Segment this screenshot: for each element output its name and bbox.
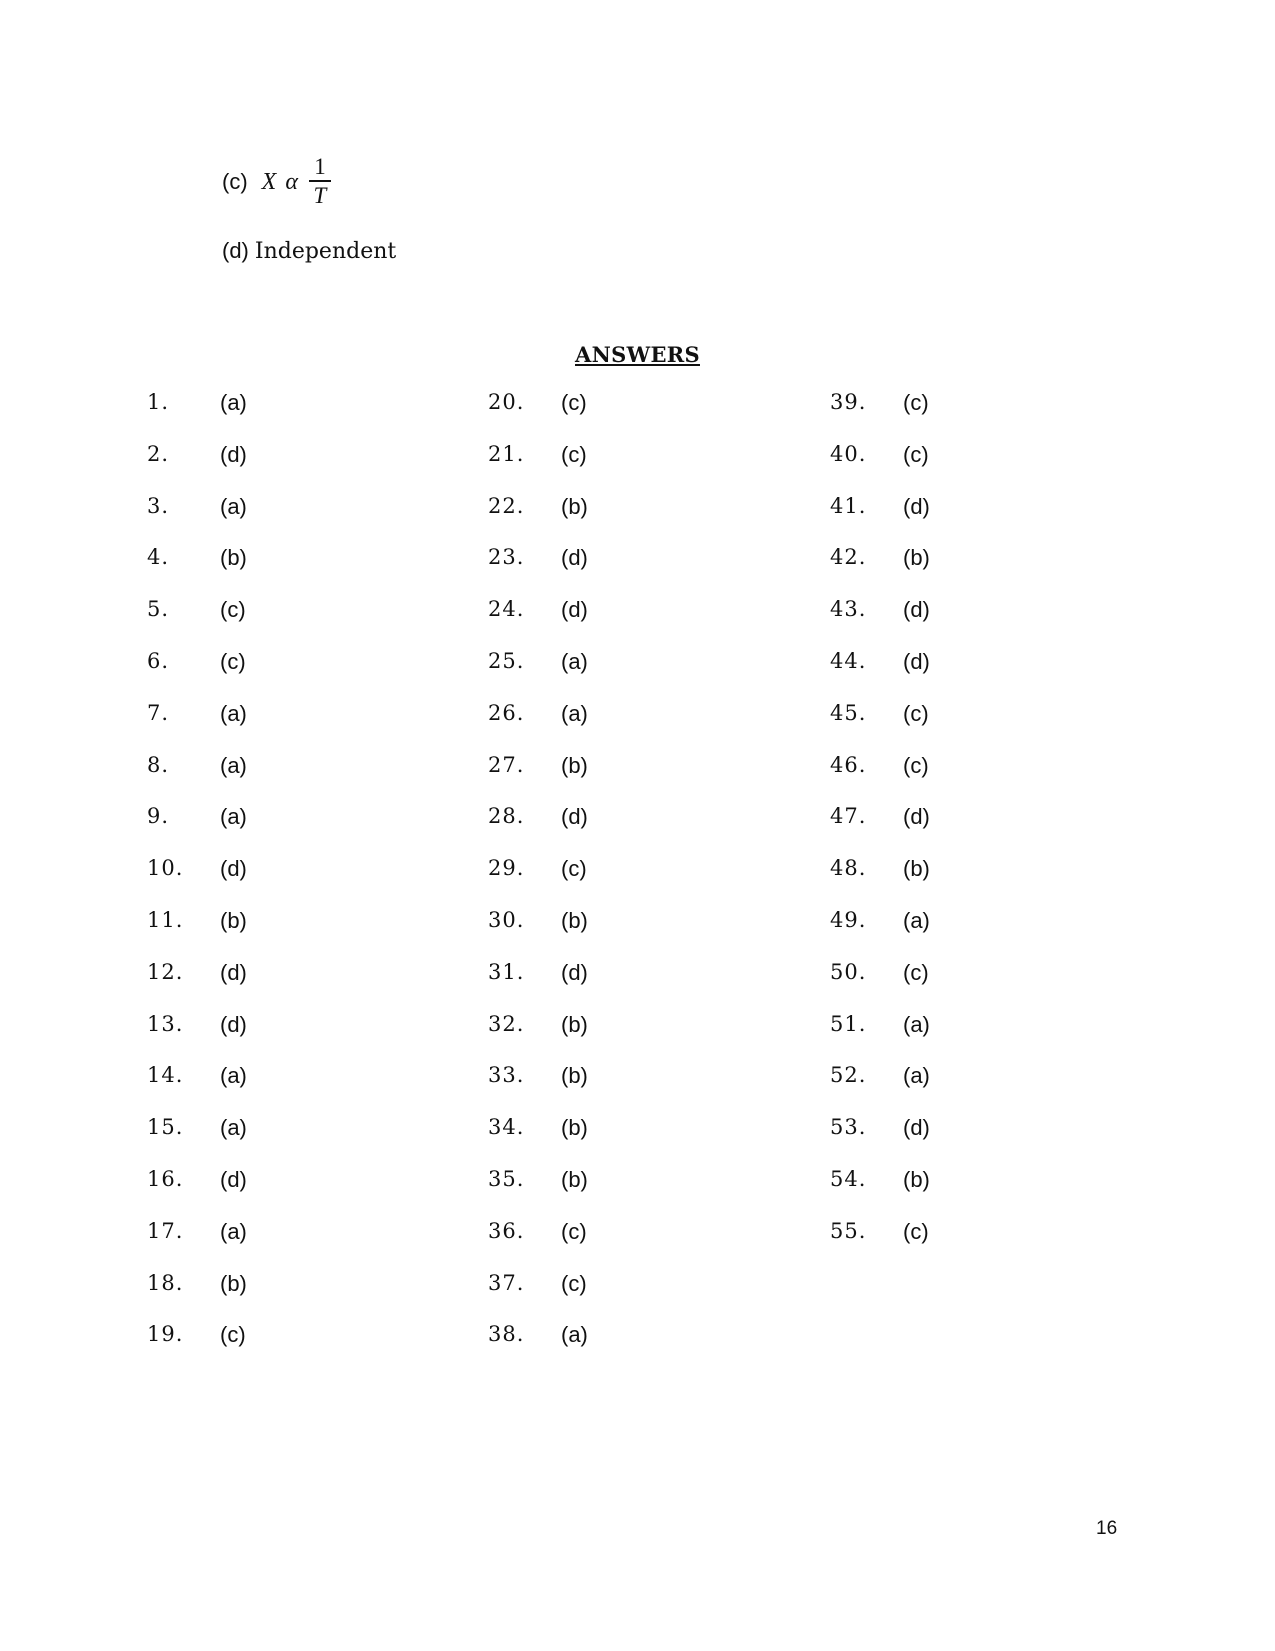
answer-row bbox=[830, 908, 1090, 960]
question-number: 5. bbox=[147, 597, 170, 622]
answer-row bbox=[488, 545, 748, 597]
question-number: 1. bbox=[147, 390, 170, 414]
answer-option: (c) bbox=[903, 752, 929, 778]
answer-row bbox=[488, 390, 748, 442]
answer-option: (d) bbox=[220, 1166, 247, 1192]
answer-option: (c) bbox=[220, 597, 246, 623]
answer-row bbox=[488, 960, 748, 1012]
option-c bbox=[222, 150, 331, 214]
answer-row bbox=[830, 390, 1090, 442]
question-number: 16. bbox=[147, 1166, 184, 1191]
answer-row bbox=[147, 1167, 407, 1219]
answer-row bbox=[488, 804, 748, 856]
question-number: 54. bbox=[830, 1166, 867, 1191]
question-number: 3. bbox=[147, 493, 170, 518]
answer-row bbox=[147, 545, 407, 597]
answer-row bbox=[830, 1115, 1090, 1167]
answer-option: (c) bbox=[561, 856, 587, 882]
question-number: 18. bbox=[147, 1270, 184, 1295]
answer-row bbox=[147, 960, 407, 1012]
question-number: 51. bbox=[830, 1011, 867, 1036]
answer-option: (b) bbox=[903, 545, 930, 571]
answer-row bbox=[147, 1115, 407, 1167]
question-number: 9. bbox=[147, 804, 170, 829]
answer-option: (b) bbox=[561, 493, 588, 519]
answer-option: (a) bbox=[903, 1063, 930, 1089]
answer-option: (a) bbox=[220, 493, 247, 519]
fraction-denominator: T bbox=[313, 182, 327, 208]
answer-row bbox=[830, 494, 1090, 546]
question-number: 19. bbox=[147, 1322, 184, 1347]
question-number: 50. bbox=[830, 959, 867, 984]
question-number: 42. bbox=[830, 545, 867, 570]
question-number: 49. bbox=[830, 907, 867, 932]
answer-row bbox=[147, 753, 407, 805]
answer-option: (d) bbox=[561, 959, 588, 985]
answer-option: (d) bbox=[220, 441, 247, 467]
page-number: 16 bbox=[1096, 1518, 1118, 1539]
answer-option: (b) bbox=[220, 545, 247, 571]
question-number: 48. bbox=[830, 856, 867, 881]
question-number: 41. bbox=[830, 493, 867, 518]
answer-option: (d) bbox=[220, 1011, 247, 1037]
question-number: 38. bbox=[488, 1322, 525, 1347]
answer-option: (c) bbox=[561, 1218, 587, 1244]
answer-option: (a) bbox=[220, 752, 247, 778]
answer-option: (b) bbox=[220, 907, 247, 933]
answer-row bbox=[488, 494, 748, 546]
answer-row bbox=[830, 701, 1090, 753]
question-number: 35. bbox=[488, 1166, 525, 1191]
answer-row bbox=[147, 1063, 407, 1115]
question-number: 17. bbox=[147, 1218, 184, 1243]
answer-option: (a) bbox=[220, 700, 247, 726]
answer-option: (d) bbox=[903, 493, 930, 519]
answer-row bbox=[488, 1012, 748, 1064]
answer-row bbox=[147, 856, 407, 908]
question-number: 43. bbox=[830, 597, 867, 622]
answer-row bbox=[488, 701, 748, 753]
answer-option: (b) bbox=[561, 1011, 588, 1037]
question-number: 4. bbox=[147, 545, 170, 570]
answer-row bbox=[488, 1322, 748, 1374]
answer-row bbox=[147, 701, 407, 753]
question-number: 34. bbox=[488, 1115, 525, 1140]
question-number: 45. bbox=[830, 700, 867, 725]
answer-option: (b) bbox=[903, 1166, 930, 1192]
answer-row bbox=[147, 1271, 407, 1323]
question-number: 24. bbox=[488, 597, 525, 622]
answer-row bbox=[147, 804, 407, 856]
question-number: 21. bbox=[488, 441, 525, 466]
question-number: 7. bbox=[147, 700, 170, 725]
answer-row bbox=[830, 960, 1090, 1012]
answer-row bbox=[488, 597, 748, 649]
answer-option: (a) bbox=[220, 1218, 247, 1244]
answer-option: (b) bbox=[561, 907, 588, 933]
question-number: 15. bbox=[147, 1115, 184, 1140]
question-number: 40. bbox=[830, 441, 867, 466]
answers-heading: ANSWERS bbox=[575, 342, 700, 367]
question-number: 26. bbox=[488, 700, 525, 725]
answer-option: (b) bbox=[561, 752, 588, 778]
proportionality-formula bbox=[262, 154, 331, 210]
question-number: 2. bbox=[147, 441, 170, 466]
answer-row bbox=[147, 390, 407, 442]
answer-row bbox=[147, 1012, 407, 1064]
answer-row bbox=[830, 753, 1090, 805]
question-number: 28. bbox=[488, 804, 525, 829]
question-number: 31. bbox=[488, 959, 525, 984]
answer-row bbox=[147, 442, 407, 494]
answer-option: (c) bbox=[561, 441, 587, 467]
question-number: 46. bbox=[830, 752, 867, 777]
answer-row bbox=[488, 1167, 748, 1219]
answer-option: (c) bbox=[903, 441, 929, 467]
question-number: 6. bbox=[147, 648, 170, 673]
fraction-numerator: 1 bbox=[314, 154, 326, 180]
question-number: 36. bbox=[488, 1218, 525, 1243]
answer-option: (c) bbox=[903, 390, 929, 415]
question-number: 14. bbox=[147, 1063, 184, 1088]
question-number: 55. bbox=[830, 1218, 867, 1243]
answer-row bbox=[488, 856, 748, 908]
answer-row bbox=[147, 1219, 407, 1271]
question-number: 22. bbox=[488, 493, 525, 518]
question-number: 25. bbox=[488, 648, 525, 673]
question-number: 33. bbox=[488, 1063, 525, 1088]
question-number: 32. bbox=[488, 1011, 525, 1036]
answer-option: (a) bbox=[220, 1063, 247, 1089]
answer-row bbox=[488, 1271, 748, 1323]
answer-row bbox=[830, 1167, 1090, 1219]
answer-option: (a) bbox=[220, 1115, 247, 1141]
question-number: 30. bbox=[488, 907, 525, 932]
question-number: 53. bbox=[830, 1115, 867, 1140]
answer-option: (c) bbox=[561, 1270, 587, 1296]
answer-row bbox=[830, 597, 1090, 649]
answer-option: (a) bbox=[561, 700, 588, 726]
answer-option: (b) bbox=[903, 856, 930, 882]
answer-row bbox=[830, 804, 1090, 856]
answer-option: (d) bbox=[220, 959, 247, 985]
answer-row bbox=[830, 545, 1090, 597]
answer-option: (d) bbox=[220, 856, 247, 882]
answer-row bbox=[830, 442, 1090, 494]
answer-row bbox=[488, 753, 748, 805]
answer-option: (c) bbox=[220, 1322, 246, 1348]
question-number: 44. bbox=[830, 648, 867, 673]
answers-column-2 bbox=[488, 390, 748, 1374]
answer-row bbox=[147, 494, 407, 546]
answer-option: (c) bbox=[903, 700, 929, 726]
answer-option: (b) bbox=[220, 1270, 247, 1296]
answer-option: (c) bbox=[220, 648, 246, 674]
answer-row bbox=[147, 597, 407, 649]
question-number: 23. bbox=[488, 545, 525, 570]
answers-column-1 bbox=[147, 390, 407, 1374]
formula-relation: α bbox=[285, 168, 298, 195]
answer-option: (d) bbox=[561, 597, 588, 623]
answer-row bbox=[488, 1115, 748, 1167]
answer-option: (d) bbox=[561, 545, 588, 571]
question-number: 52. bbox=[830, 1063, 867, 1088]
answer-row bbox=[147, 649, 407, 701]
answer-row bbox=[488, 442, 748, 494]
answer-row bbox=[488, 1219, 748, 1271]
answers-column-3 bbox=[830, 390, 1090, 1271]
answer-option: (a) bbox=[220, 390, 247, 415]
answer-option: (b) bbox=[561, 1166, 588, 1192]
answer-option: (a) bbox=[561, 648, 588, 674]
question-number: 29. bbox=[488, 856, 525, 881]
option-c-label: (c) bbox=[222, 169, 248, 194]
answer-row bbox=[488, 908, 748, 960]
option-d-text: Independent bbox=[254, 239, 397, 264]
question-number: 27. bbox=[488, 752, 525, 777]
option-d-label: (d) bbox=[222, 238, 249, 263]
answer-row bbox=[147, 1322, 407, 1374]
answer-row bbox=[830, 649, 1090, 701]
question-number: 11. bbox=[147, 907, 184, 932]
answer-option: (d) bbox=[903, 804, 930, 830]
question-number: 10. bbox=[147, 856, 184, 881]
question-number: 12. bbox=[147, 959, 184, 984]
question-number: 20. bbox=[488, 390, 525, 414]
answer-option: (c) bbox=[903, 1218, 929, 1244]
answer-option: (b) bbox=[561, 1063, 588, 1089]
answer-option: (a) bbox=[903, 1011, 930, 1037]
answer-option: (a) bbox=[220, 804, 247, 830]
answer-option: (d) bbox=[903, 1115, 930, 1141]
formula-variable: X bbox=[261, 168, 277, 195]
answer-option: (d) bbox=[903, 648, 930, 674]
option-d bbox=[222, 238, 396, 264]
answer-row bbox=[488, 649, 748, 701]
question-number: 13. bbox=[147, 1011, 184, 1036]
answer-option: (d) bbox=[903, 597, 930, 623]
answer-option: (c) bbox=[903, 959, 929, 985]
question-number: 39. bbox=[830, 390, 867, 414]
answer-row bbox=[830, 856, 1090, 908]
answer-row bbox=[830, 1012, 1090, 1064]
answer-row bbox=[488, 1063, 748, 1115]
question-number: 37. bbox=[488, 1270, 525, 1295]
answer-row bbox=[147, 908, 407, 960]
answer-row bbox=[830, 1063, 1090, 1115]
answer-option: (a) bbox=[561, 1322, 588, 1348]
answer-row bbox=[830, 1219, 1090, 1271]
answer-option: (d) bbox=[561, 804, 588, 830]
formula-fraction bbox=[309, 154, 331, 210]
question-number: 47. bbox=[830, 804, 867, 829]
answer-option: (c) bbox=[561, 390, 587, 415]
answer-option: (a) bbox=[903, 907, 930, 933]
question-number: 8. bbox=[147, 752, 170, 777]
answer-option: (b) bbox=[561, 1115, 588, 1141]
